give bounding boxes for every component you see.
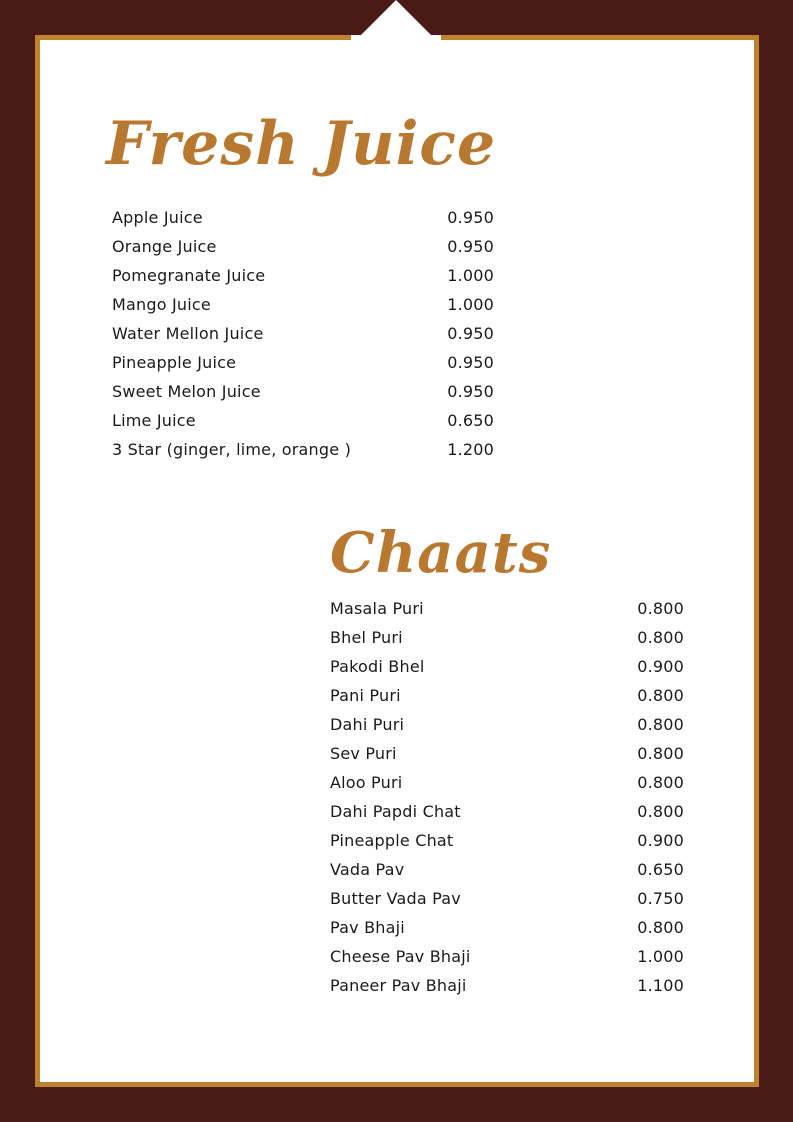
item-price: 0.750 xyxy=(637,889,684,908)
chaat-item xyxy=(330,768,684,797)
item-price: 0.900 xyxy=(637,657,684,676)
item-name: Water Mellon Juice xyxy=(112,324,264,343)
juice-item xyxy=(112,290,494,319)
chaat-item xyxy=(330,652,684,681)
item-name: Pani Puri xyxy=(330,686,401,705)
item-price: 0.800 xyxy=(637,715,684,734)
item-name: Pomegranate Juice xyxy=(112,266,266,285)
item-price: 0.650 xyxy=(637,860,684,879)
item-price: 1.000 xyxy=(447,295,494,314)
item-price: 1.000 xyxy=(447,266,494,285)
item-name: Mango Juice xyxy=(112,295,211,314)
chaats-title: Chaats xyxy=(330,520,552,586)
chaats-list xyxy=(330,594,684,1000)
item-name: 3 Star (ginger, lime, orange ) xyxy=(112,440,352,459)
chaat-item xyxy=(330,855,684,884)
chaat-item xyxy=(330,797,684,826)
item-name: Vada Pav xyxy=(330,860,405,879)
item-price: 0.900 xyxy=(637,831,684,850)
item-price: 0.950 xyxy=(447,353,494,372)
item-name: Pakodi Bhel xyxy=(330,657,425,676)
chaat-item xyxy=(330,594,684,623)
item-name: Apple Juice xyxy=(112,208,203,227)
item-price: 1.100 xyxy=(637,976,684,995)
chaat-item xyxy=(330,971,684,1000)
item-name: Dahi Papdi Chat xyxy=(330,802,461,821)
chaat-item xyxy=(330,710,684,739)
item-price: 0.950 xyxy=(447,208,494,227)
item-price: 0.800 xyxy=(637,773,684,792)
juice-item xyxy=(112,261,494,290)
chaat-item xyxy=(330,942,684,971)
chaat-item xyxy=(330,681,684,710)
item-name: Orange Juice xyxy=(112,237,217,256)
item-price: 1.000 xyxy=(637,947,684,966)
juice-item xyxy=(112,319,494,348)
item-name: Cheese Pav Bhaji xyxy=(330,947,471,966)
chaat-item xyxy=(330,884,684,913)
item-price: 0.800 xyxy=(637,918,684,937)
juice-item xyxy=(112,435,494,464)
item-price: 0.950 xyxy=(447,324,494,343)
item-price: 0.650 xyxy=(447,411,494,430)
fresh-juice-list xyxy=(112,203,494,464)
juice-item xyxy=(112,406,494,435)
item-price: 0.800 xyxy=(637,744,684,763)
juice-item xyxy=(112,377,494,406)
item-name: Pav Bhaji xyxy=(330,918,405,937)
item-name: Dahi Puri xyxy=(330,715,405,734)
item-price: 0.800 xyxy=(637,599,684,618)
item-price: 0.800 xyxy=(637,802,684,821)
item-name: Pineapple Chat xyxy=(330,831,454,850)
item-price: 1.200 xyxy=(447,440,494,459)
item-name: Lime Juice xyxy=(112,411,196,430)
chaat-item xyxy=(330,913,684,942)
chaat-item xyxy=(330,739,684,768)
item-name: Butter Vada Pav xyxy=(330,889,461,908)
chaat-item xyxy=(330,623,684,652)
item-name: Masala Puri xyxy=(330,599,424,618)
juice-item xyxy=(112,348,494,377)
item-name: Sweet Melon Juice xyxy=(112,382,261,401)
item-price: 0.950 xyxy=(447,382,494,401)
item-name: Sev Puri xyxy=(330,744,397,763)
juice-item xyxy=(112,232,494,261)
item-name: Pineapple Juice xyxy=(112,353,237,372)
item-price: 0.950 xyxy=(447,237,494,256)
item-name: Paneer Pav Bhaji xyxy=(330,976,467,995)
item-name: Bhel Puri xyxy=(330,628,403,647)
item-price: 0.800 xyxy=(637,628,684,647)
juice-item xyxy=(112,203,494,232)
item-name: Aloo Puri xyxy=(330,773,403,792)
frame-notch xyxy=(356,0,436,40)
fresh-juice-title: Fresh Juice xyxy=(106,109,497,179)
chaat-item xyxy=(330,826,684,855)
item-price: 0.800 xyxy=(637,686,684,705)
